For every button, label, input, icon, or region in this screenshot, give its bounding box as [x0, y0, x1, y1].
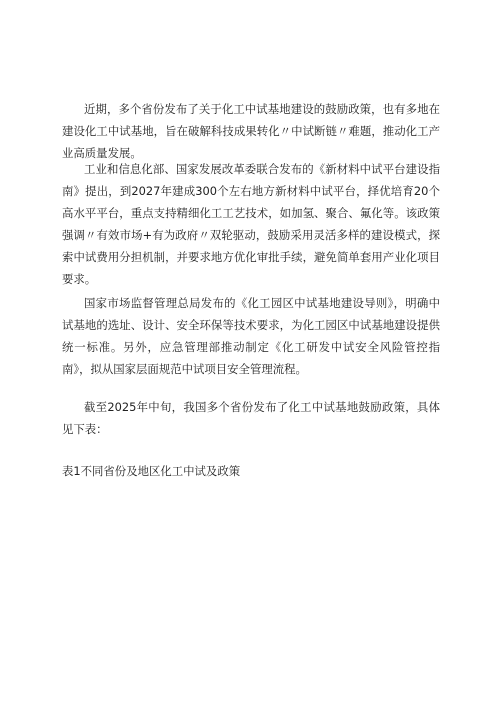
paragraph-provincial-summary: 截至2025年中旬，我国多个省份发布了化工中试基地鼓励政策，具体见下表： — [62, 400, 440, 436]
paragraph-intro: 近期，多个省份发布了关于化工中试基地建设的鼓励政策，也有多地在建设化工中试基地，旨在破解科技成果转化〃中试断链〃难题，推动化工产业高质量发展。 — [62, 102, 440, 160]
paragraph-samr-guideline: 国家市场监督管理总局发布的《化工园区中试基地建设导则》，明确中试基地的选址、设计、安全环保等技术要求，为化工园区中试基地建设提供统一标准。另外，应急管理部推动制定《化工研发中试安全风险管控指南》，拟从国家层面规范中试项目安全管理流程。 — [62, 296, 440, 376]
table-caption: 表1不同省份及地区化工中试及政策 — [62, 464, 241, 478]
paragraph-miit-policy: 工业和信息化部、国家发展改革委联合发布的《新材料中试平台建设指南》提出，到2027年建成300个左右地方新材料中试平台，择优培育20个高水平平台，重点支持精细化工工艺技术，如加氢、聚合、氟化等。该政策强调〃有效市场+有为政府〃双轮驱动，鼓励采用灵活多样的建设模式，探索中试费用分担机制，并要求地方优化审批手续，避免简单套用产业化项目要求。 — [62, 162, 440, 286]
